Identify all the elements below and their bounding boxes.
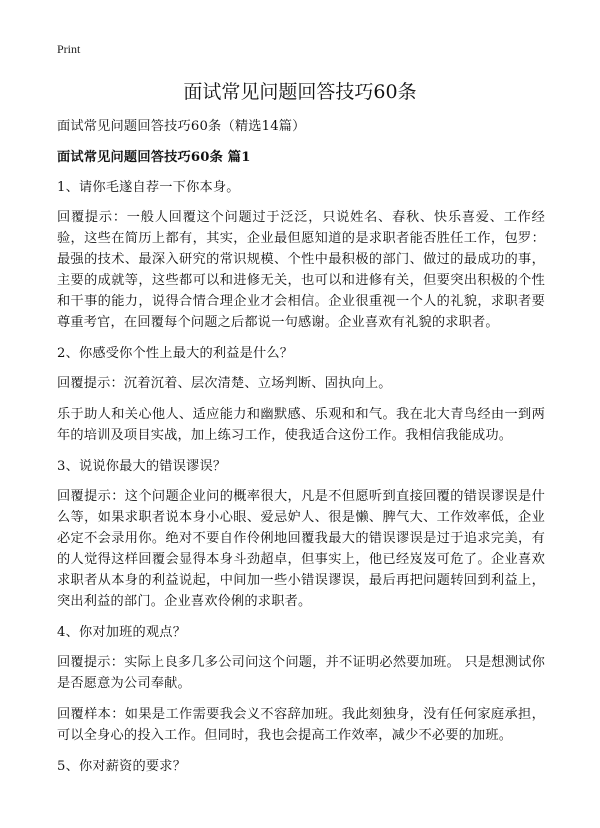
question-4: 4、你对加班的观点？ (57, 625, 187, 640)
question-1: 1、请你毛遂自荐一下你本身。 (57, 180, 240, 195)
page-title: 面试常见问题回答技巧60条 (183, 81, 417, 103)
section-heading: 面试常见问题回答技巧60条 篇1 (57, 150, 251, 165)
answer-2-detail: 乐于助人和关心他人、适应能力和幽默感、乐观和和气。我在北大青鸟经由一到两年的培训及项目实战，加上练习工作，使我适合这份工作。我相信我能成功。 (57, 407, 545, 443)
question-2: 2、你感受你个性上最大的利益是什么？ (57, 346, 294, 361)
print-link[interactable]: Print (57, 42, 81, 56)
question-3: 3、说说你最大的错误谬误？ (57, 459, 227, 474)
answer-2-hint: 回覆提示：沉着沉着、层次清楚、立场判断、固执向上。 (57, 376, 392, 391)
question-5: 5、你对薪资的要求？ (57, 759, 187, 774)
answer-1: 回覆提示：一般人回覆这个问题过于泛泛，只说姓名、春秋、快乐喜爱、工作经验，这些在简历上都有，其实，企业最但愿知道的是求职者能否胜任工作，包罗：最强的技术、最深入研究的常识规模、个性中最积极的部门、做过的最成功的事，主要的成就等，这些都可以和进修无关，也可以和进修有关，但要突出积极的个性和干事的能力，说得合情合理企业才会相信。企业很重视一个人的礼貌，求职者要尊重考官，在回覆每个问题之后都说一句感谢。企业喜欢有礼貌的求职者。 (57, 210, 545, 330)
answer-4-sample: 回覆样本：如果是工作需要我会义不容辞加班。我此刻独身，没有任何家庭承担，可以全身心的投入工作。但同时，我也会提高工作效率，减少不必要的加班。 (57, 707, 545, 743)
answer-3: 回覆提示：这个问题企业问的概率很大，凡是不但愿听到直接回覆的错误谬误是什么等，如果求职者说本身小心眼、爱忌妒人、很是懒、脾气大、工作效率低，企业必定不会录用你。绝对不要自作伶俐地回覆我最大的错误谬误是过于追求完美，有的人觉得这样回覆会显得本身斗劲超卓，但事实上，他已经岌岌可危了。企业喜欢求职者从本身的利益说起，中间加一些小错误谬误，最后再把问题转回到利益上，突出利益的部门。企业喜欢伶俐的求职者。 (57, 489, 545, 609)
article-body (57, 116, 545, 786)
article-subtitle: 面试常见问题回答技巧60条（精选14篇） (57, 119, 306, 134)
answer-4-hint: 回覆提示：实际上良多几多公司问这个问题，并不证明必然要加班。 只是想测试你是否愿意为公司奉献。 (57, 655, 545, 691)
